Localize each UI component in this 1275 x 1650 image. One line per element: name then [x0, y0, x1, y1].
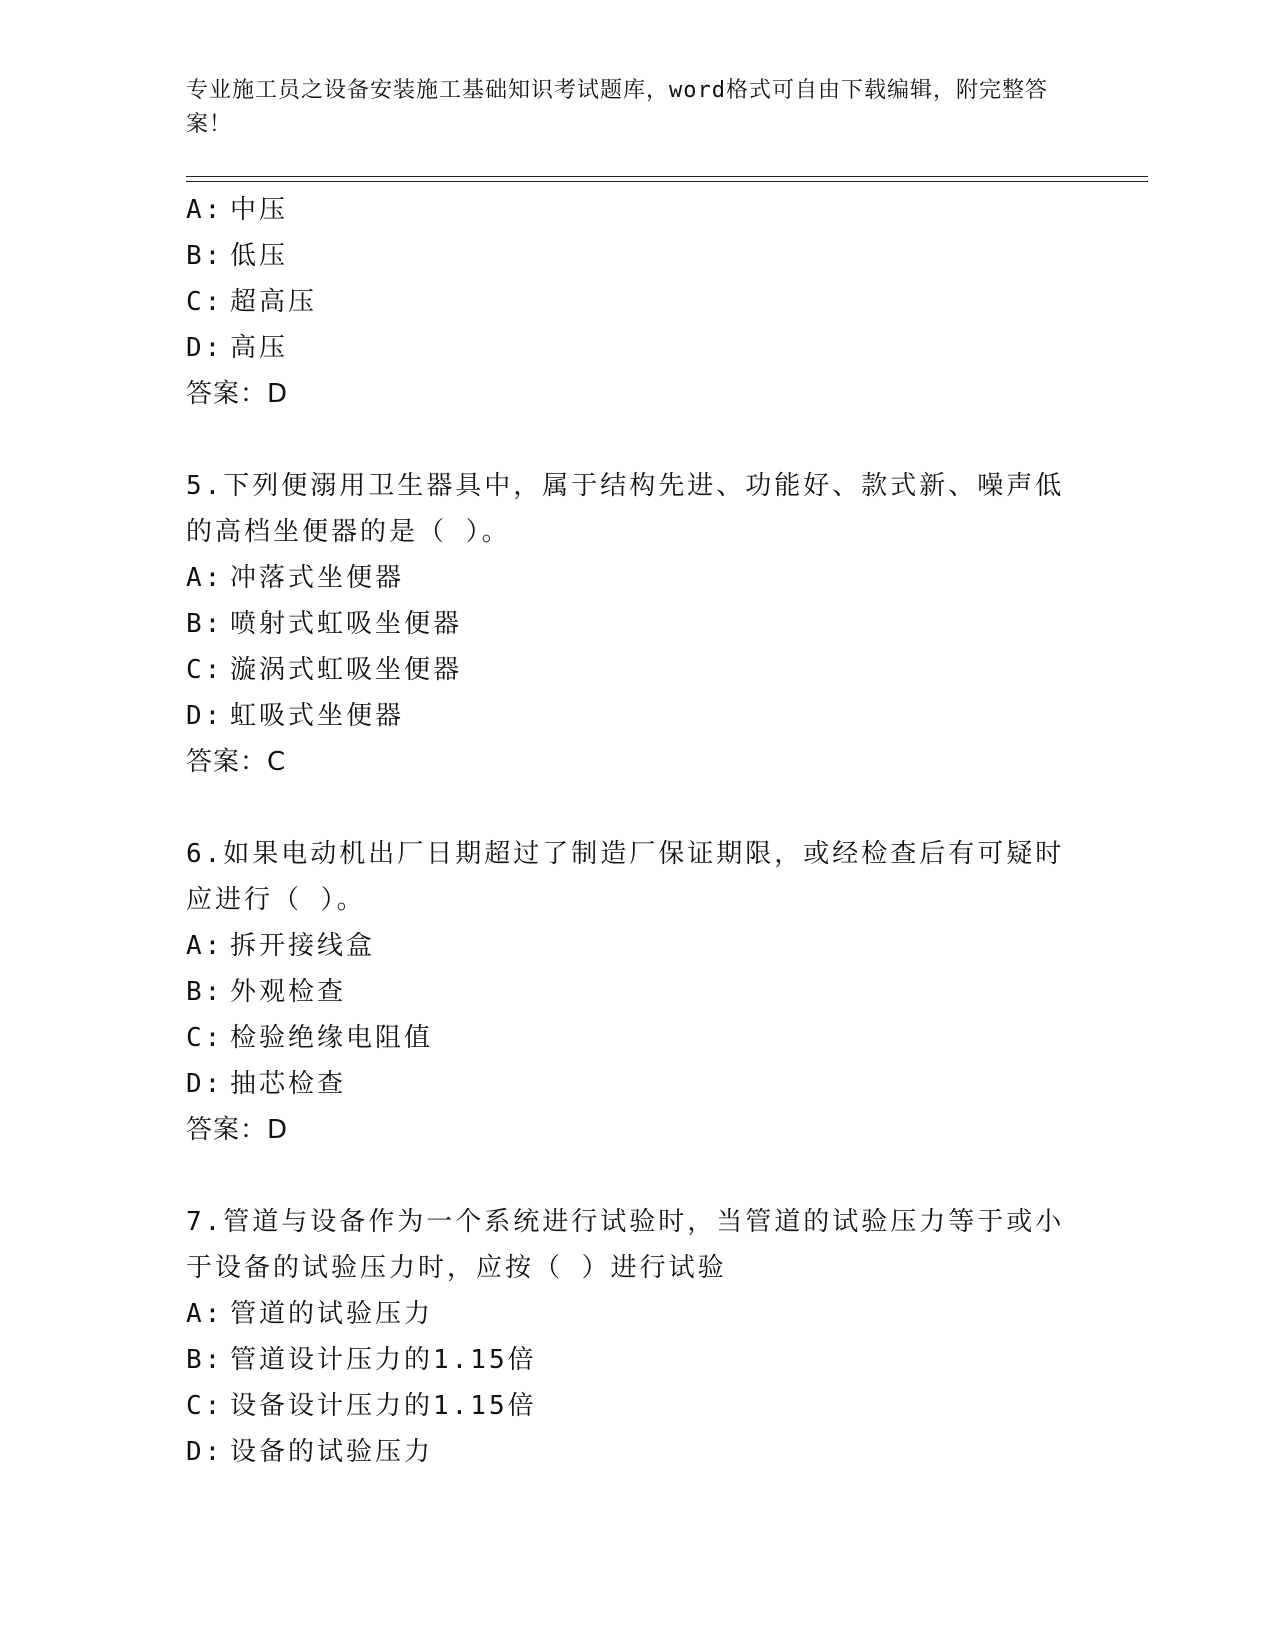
question-6: [186, 831, 1086, 1153]
option-a: A: 拆开接线盒: [186, 931, 376, 961]
option-c: C: 漩涡式虹吸坐便器: [186, 655, 463, 685]
option-d: D: 虹吸式坐便器: [186, 701, 405, 731]
option-b: B: 低压: [186, 241, 289, 271]
option-b: B: 喷射式虹吸坐便器: [186, 609, 463, 639]
option-c: C: 超高压: [186, 287, 318, 317]
option-a: A: 管道的试验压力: [186, 1299, 434, 1329]
option-d: D: 抽芯检查: [186, 1069, 347, 1099]
header-text: 专业施工员之设备安装施工基础知识考试题库，word格式可自由下载编辑，附完整答案！: [186, 78, 1048, 137]
answer: 答案：C: [186, 747, 287, 777]
document-header: [186, 74, 1066, 142]
option-c: C: 检验绝缘电阻值: [186, 1023, 434, 1053]
question-stem-line: 5.下列便溺用卫生器具中，属于结构先进、功能好、款式新、噪声低: [186, 471, 1065, 501]
option-c: C: 设备设计压力的1.15倍: [186, 1391, 537, 1421]
answer: 答案：D: [186, 379, 289, 409]
header-rule-bottom: [186, 181, 1148, 182]
answer: 答案：D: [186, 1115, 289, 1145]
option-d: D: 高压: [186, 333, 289, 363]
question-list: [186, 187, 1086, 1475]
question-5: [186, 463, 1086, 785]
option-d: D: 设备的试验压力: [186, 1437, 434, 1467]
option-b: B: 外观检查: [186, 977, 347, 1007]
option-b: B: 管道设计压力的1.15倍: [186, 1345, 537, 1375]
question-4-continued: [186, 187, 1086, 417]
question-stem-line: 于设备的试验压力时，应按（ ）进行试验: [186, 1253, 727, 1283]
question-stem-line: 7.管道与设备作为一个系统进行试验时，当管道的试验压力等于或小: [186, 1207, 1065, 1237]
question-stem-line: 6.如果电动机出厂日期超过了制造厂保证期限，或经检查后有可疑时: [186, 839, 1065, 869]
question-stem-line: 应进行（ ）。: [186, 885, 366, 915]
option-a: A: 冲落式坐便器: [186, 563, 405, 593]
option-a: A: 中压: [186, 195, 289, 225]
header-rule-top: [186, 176, 1148, 177]
question-stem-line: 的高档坐便器的是（ ）。: [186, 517, 511, 547]
question-7: [186, 1199, 1086, 1475]
